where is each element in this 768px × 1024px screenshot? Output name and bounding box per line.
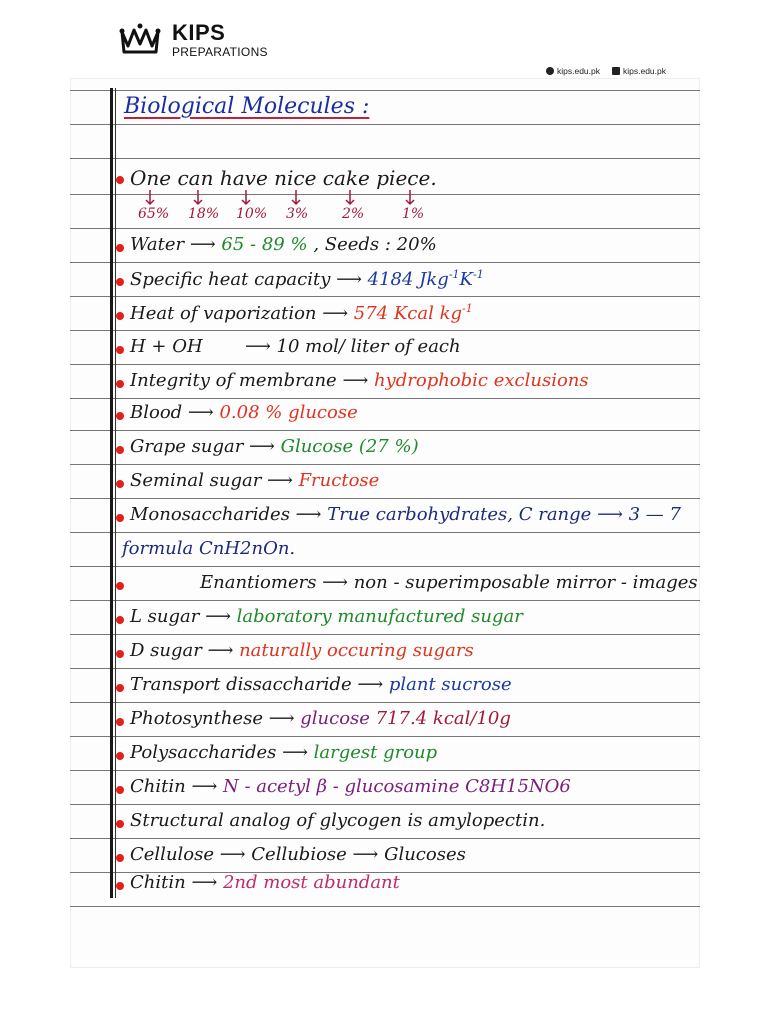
page-header bbox=[0, 0, 768, 85]
line-water: Water bbox=[130, 234, 185, 255]
line-seminal-sugar: Seminal sugar bbox=[130, 470, 262, 491]
line-photosynthese: Photosynthese bbox=[130, 708, 263, 729]
line-structural-analog: Structural analog of glycogen is amylopectin. bbox=[130, 810, 546, 831]
line-enantiomers: Enantiomers bbox=[200, 572, 317, 593]
line-blood: Blood bbox=[130, 402, 183, 423]
facebook-icon bbox=[612, 67, 620, 75]
pct-5: 2% bbox=[342, 206, 365, 222]
bullet bbox=[116, 176, 124, 184]
web-icon bbox=[546, 67, 554, 75]
line-l-sugar: L sugar bbox=[130, 606, 200, 627]
margin-line bbox=[110, 88, 113, 898]
line-polysaccharides: Polysaccharides bbox=[130, 742, 277, 763]
line-transport: Transport dissaccharide bbox=[130, 674, 352, 695]
arrows bbox=[140, 190, 440, 208]
brand-subtitle: PREPARATIONS bbox=[172, 45, 268, 59]
pct-2: 18% bbox=[188, 206, 220, 222]
line-vaporization: Heat of vaporization bbox=[130, 303, 317, 324]
line-heat-capacity: Specific heat capacity bbox=[130, 269, 331, 290]
crown-icon bbox=[118, 22, 162, 58]
pct-4: 3% bbox=[286, 206, 309, 222]
line-membrane: Integrity of membrane bbox=[130, 370, 337, 391]
line-cellulose: Cellulose bbox=[130, 844, 215, 865]
mnemonic: One can have nice cake piece. bbox=[130, 166, 437, 190]
kips-logo bbox=[118, 22, 268, 58]
notebook-page: Biological Molecules : One can have nice cake piece. 65% 18% 10% 3% 2% 1% Water ⟶ 65 - 89 % , Seeds : 20% Specific heat capacity ⟶ 4184 $Jkg^{-1}K^{-1}$ Heat of vaporization ⟶ 574 Kcal $kg^{-1}$ H + OH ⟶ 10 mol/ liter of each Integrity of membrane ⟶ hydrophobic exclusions Blood ⟶ 0.08 % glucose Grape sugar ⟶ Glucose (27 %) Seminal sugar ⟶ Fructose Monosaccharides ⟶ True carbohydrates, C range ⟶ 3 — 7 formula CnH2nOn. Enantiomers ⟶ non - superimposable mirror - images L sugar ⟶ laboratory manufactured sugar D sugar ⟶ naturally occuring sugars Transport dissaccharide ⟶ plant sucrose Photosynthese ⟶ glucose 717.4 kcal/10g Polysaccharides ⟶ largest group Chitin ⟶ N - acetyl β - glucosamine C8H15NO6 Structural analog of glycogen is amylopectin. Cellulose ⟶ Cellubiose ⟶ Glucoses Chitin ⟶ 2nd most abundant bbox=[70, 78, 700, 968]
line-formula: formula CnH2nOn. bbox=[122, 538, 296, 559]
pct-1: 65% bbox=[138, 206, 170, 222]
facebook-link[interactable]: kips.edu.pk bbox=[623, 66, 666, 76]
line-monosaccharides: Monosaccharides bbox=[130, 504, 290, 525]
line-chitin-formula: Chitin bbox=[130, 776, 186, 797]
line-d-sugar: D sugar bbox=[130, 640, 202, 661]
notes-title: Biological Molecules : bbox=[124, 94, 370, 119]
line-grape-sugar: Grape sugar bbox=[130, 436, 244, 457]
social-links bbox=[546, 66, 666, 76]
line-chitin-abundant: Chitin bbox=[130, 872, 186, 893]
website-link[interactable]: kips.edu.pk bbox=[557, 66, 600, 76]
line-ions: H + OH bbox=[130, 336, 203, 357]
pct-3: 10% bbox=[236, 206, 268, 222]
pct-6: 1% bbox=[402, 206, 425, 222]
brand-name: KIPS bbox=[172, 20, 226, 45]
